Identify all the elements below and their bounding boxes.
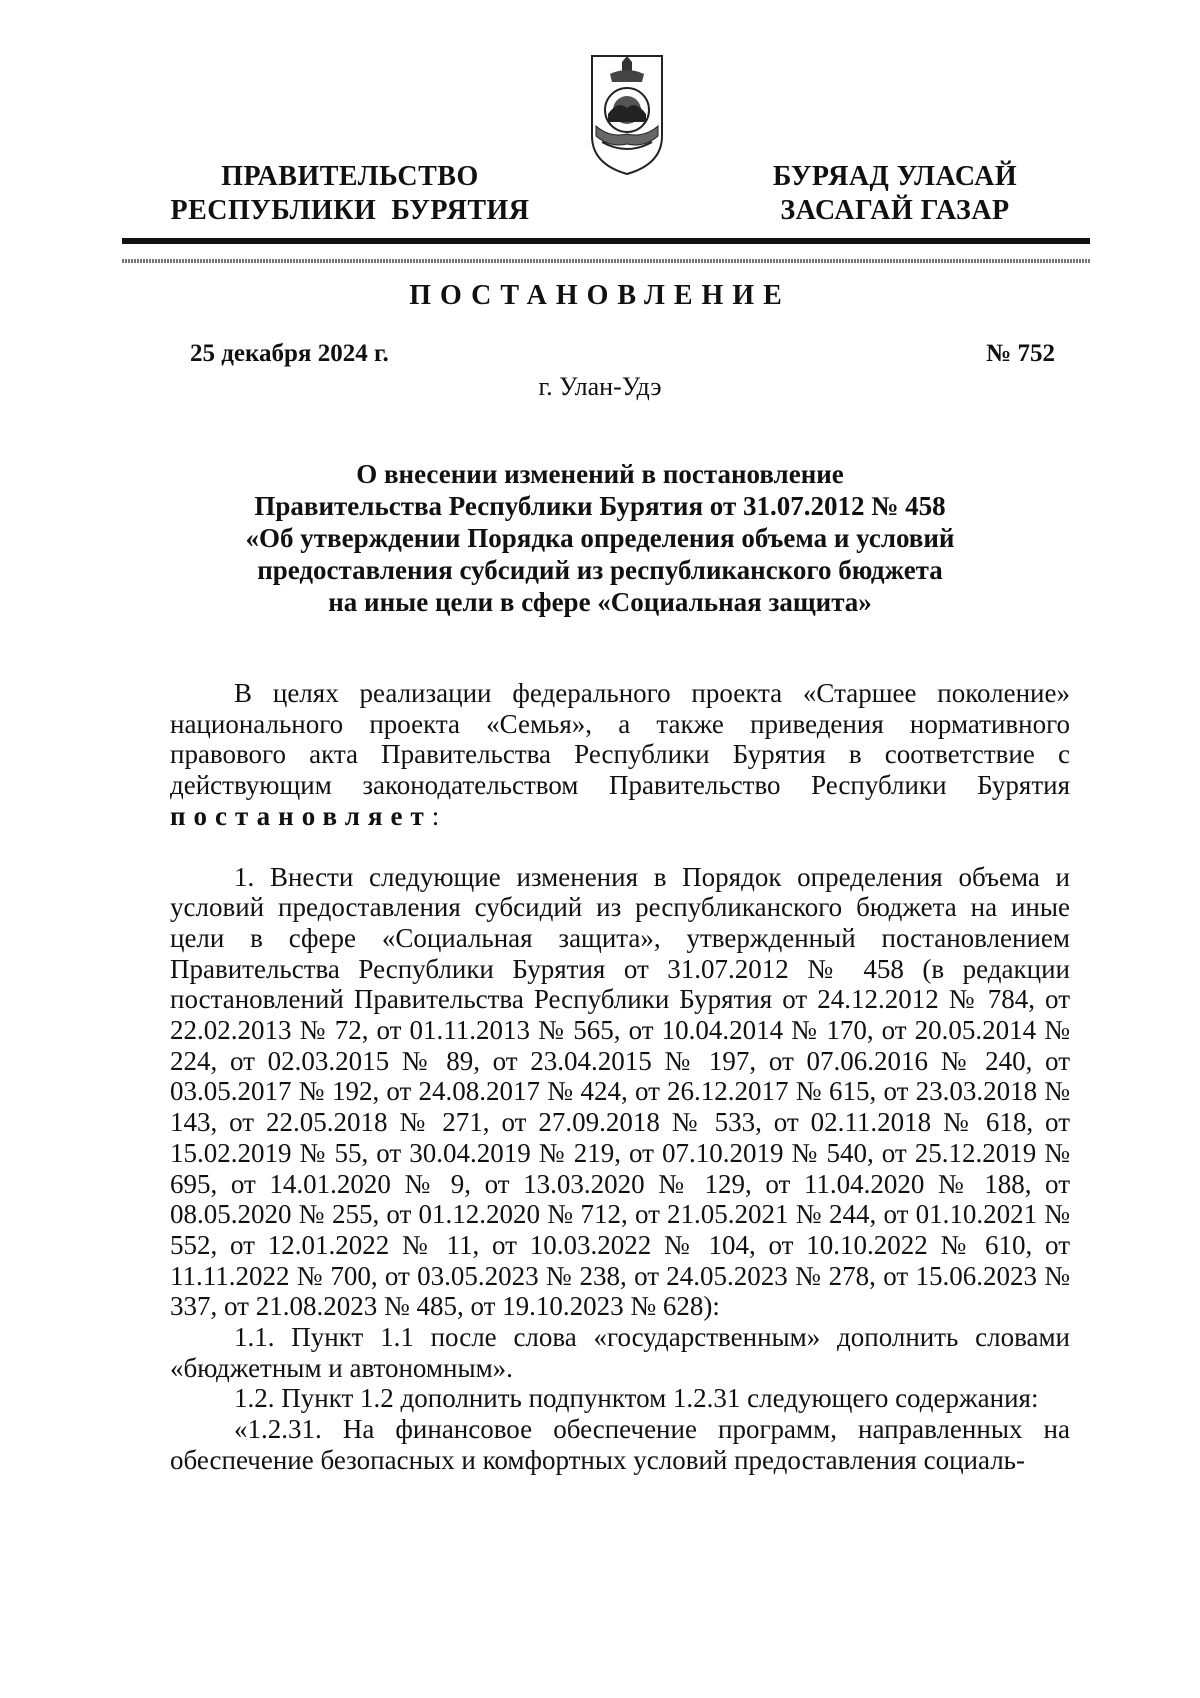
government-name-russian — [160, 160, 540, 228]
gov-ru-line2: РЕСПУБЛИКИ БУРЯТИЯ — [170, 195, 530, 226]
document-type: ПОСТАНОВЛЕНИЕ — [409, 280, 791, 311]
item-paragraph: «1.2.31. На финансовое обеспечение программ, направленных на обеспечение безопасных и комфортных условий предоставления социаль- — [170, 1414, 1070, 1475]
decree-number: № 752 — [986, 340, 1055, 367]
preamble-text: В целях реализации федерального проекта «Старшее поколение» национального проекта «Семья», а также приведения нормативного правового акта Правительства Республики Бурятия в соответствие с действующим законодательством Правительство Республики Бурятия — [170, 678, 1070, 801]
header-divider-thick — [122, 238, 1090, 244]
item-paragraph: 1. Внести следующие изменения в Порядок определения объема и условий предоставления субсидий из республиканского бюджета на иные цели в сфере «Социальная защита», утвержденный постановлением Правительства Республики Бурятия от 31.07.2012 № 458 (в редакции постановлений Правительства Республики Бурятия от 24.12.2012 № 784, от 22.02.2013 № 72, от 01.11.2013 № 565, от 10.04.2014 № 170, от 20.05.2014 № 224, от 02.03.2015 № 89, от 23.04.2015 № 197, от 07.06.2016 № 240, от 03.05.2017 № 192, от 24.08.2017 № 424, от 26.12.2017 № 615, от 23.03.2018 № 143, от 22.05.2018 № 271, от 27.09.2018 № 533, от 02.11.2018 № 618, от 15.02.2019 № 55, от 30.04.2019 № 219, от 07.10.2019 № 540, от 25.12.2019 № 695, от 14.01.2020 № 9, от 13.03.2020 № 129, от 11.04.2020 № 188, от 08.05.2020 № 255, от 01.12.2020 № 712, от 21.05.2021 № 244, от 01.10.2021 № 552, от 12.01.2022 № 11, от 10.03.2022 № 104, от 10.10.2022 № 610, от 11.11.2022 № 700, от 03.05.2023 № 238, от 24.05.2023 № 278, от 15.06.2023 № 337, от 21.08.2023 № 485, от 19.10.2023 № 628): — [170, 861, 1070, 1322]
gov-bur-line2: ЗАСАГАЙ ГАЗАР — [780, 195, 1010, 226]
title-line: предоставления субсидий из республиканского бюджета — [257, 555, 943, 585]
item-paragraph: 1.1. Пункт 1.1 после слова «государственным» дополнить словами «бюджетным и автономным». — [170, 1322, 1070, 1383]
title-line: Правительства Республики Бурятия от 31.07.2012 № 458 — [254, 491, 946, 521]
preamble-colon: : — [431, 800, 440, 831]
decree-date: 25 декабря 2024 г. — [190, 340, 389, 367]
document-title — [200, 458, 1000, 618]
title-line: «Об утверждении Порядка определения объема и условий — [245, 523, 955, 553]
resolves-word: постановляет — [170, 800, 432, 831]
document-body — [170, 678, 1070, 1476]
title-line: на иные цели в сфере «Социальная защита» — [328, 587, 872, 617]
government-name-buryat — [750, 160, 1040, 228]
item-paragraph: 1.2. Пункт 1.2 дополнить подпунктом 1.2.31 следующего содержания: — [234, 1383, 1039, 1414]
title-line: О внесении изменений в постановление — [356, 459, 844, 489]
decree-city: г. Улан-Удэ — [538, 372, 662, 401]
coat-of-arms-icon — [588, 52, 666, 176]
preamble-paragraph — [170, 678, 1070, 832]
gov-bur-line1: БУРЯАД УЛАСАЙ — [772, 161, 1018, 192]
gov-ru-line1: ПРАВИТЕЛЬСТВО — [221, 161, 479, 192]
header-divider-thin — [122, 259, 1090, 263]
